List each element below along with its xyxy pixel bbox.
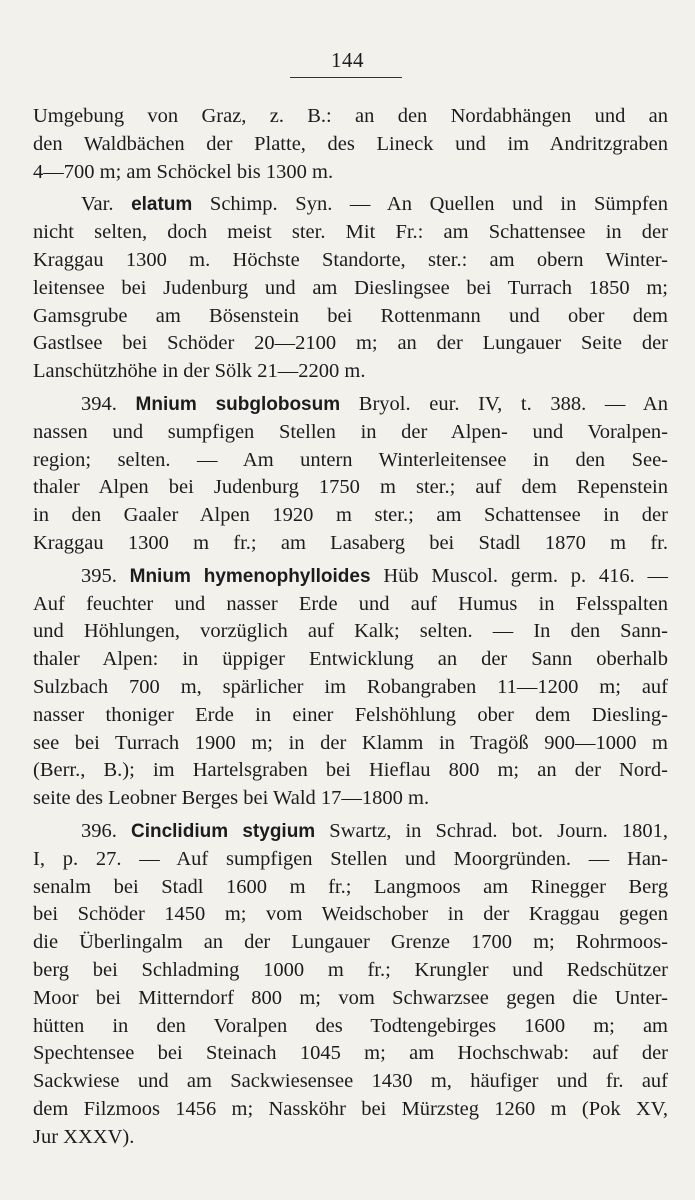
entry-prefix: 395. [81, 564, 130, 587]
line-text: seite des Leobner Berges bei Wald 17—1800 m. [33, 787, 430, 810]
line-text: Spechtensee bei Steinach 1045 m; am Hochschwab: auf der [33, 1042, 668, 1065]
line-text: bei Schöder 1450 m; vom Weidschober in der Kraggau gegen [33, 903, 668, 926]
text-line [33, 303, 668, 331]
text-line [33, 1068, 668, 1096]
text-line [33, 419, 668, 447]
text-line [33, 874, 668, 902]
paragraph [33, 103, 668, 186]
entry-prefix: 396. [81, 819, 131, 842]
line-text: Hüb Muscol. germ. p. 416. — [370, 564, 668, 587]
line-text: den Waldbächen der Platte, des Lineck und im Andritzgraben [33, 132, 668, 155]
text-line [33, 358, 668, 386]
species-name: Mnium subglobosum [135, 393, 341, 415]
line-text: Swartz, in Schrad. bot. Journ. 1801, [315, 819, 668, 842]
line-text: (Berr., B.); im Hartelsgraben bei Hieflau 800 m; an der Nord- [33, 759, 668, 782]
paragraph [33, 818, 668, 1152]
body-text [33, 103, 668, 1151]
page-number: 144 [331, 48, 364, 72]
line-text: Kraggau 1300 m fr.; am Lasaberg bei Stadl 1870 m fr. [33, 531, 668, 554]
header-rule [290, 77, 402, 78]
text-line [33, 159, 668, 187]
entry-prefix: Var. [81, 193, 132, 216]
line-text: nassen und sumpfigen Stellen in der Alpen- und Voralpen- [33, 420, 668, 443]
line-text: thaler Alpen bei Judenburg 1750 m ster.; auf dem Repenstein [33, 476, 668, 499]
text-line [33, 502, 668, 530]
text-line [33, 330, 668, 358]
text-line [33, 191, 668, 219]
line-text: in den Gaaler Alpen 1920 m ster.; am Schattensee in der [33, 504, 668, 527]
line-text: I, p. 27. — Auf sumpfigen Stellen und Moorgründen. — Han- [33, 847, 668, 870]
text-line [33, 131, 668, 159]
text-line [33, 1013, 668, 1041]
line-text: Lanschützhöhe in der Sölk 21—2200 m. [33, 360, 366, 383]
line-text: nasser thoniger Erde in einer Felshöhlung ober dem Diesling- [33, 703, 668, 726]
text-line [33, 985, 668, 1013]
line-text: Schimp. Syn. — An Quellen und in Sümpfen [192, 193, 669, 216]
text-line [33, 275, 668, 303]
line-text: dem Filzmoos 1456 m; Nassköhr bei Mürzsteg 1260 m (Pok XV, [33, 1097, 668, 1120]
text-line [33, 757, 668, 785]
text-line [33, 818, 668, 846]
line-text: leitensee bei Judenburg und am Dieslingsee bei Turrach 1850 m; [33, 276, 668, 299]
text-line [33, 530, 668, 558]
line-text: Bryol. eur. IV, t. 388. — An [340, 392, 668, 415]
text-line [33, 447, 668, 475]
line-text: Auf feuchter und nasser Erde und auf Humus in Felsspalten [33, 592, 668, 615]
text-line [33, 474, 668, 502]
line-text: nicht selten, doch meist ster. Mit Fr.: am Schattensee in der [33, 221, 668, 244]
line-text: Kraggau 1300 m. Höchste Standorte, ster.: am obern Winter- [33, 248, 668, 271]
text-line [33, 103, 668, 131]
line-text: berg bei Schladming 1000 m fr.; Krungler und Redschützer [33, 958, 668, 981]
text-line [33, 846, 668, 874]
text-line [33, 730, 668, 758]
line-text: die Überlingalm an der Lungauer Grenze 1700 m; Rohrmoos- [33, 931, 668, 954]
text-line [33, 563, 668, 591]
text-line [33, 901, 668, 929]
line-text: und Höhlungen, vorzüglich auf Kalk; selten. — In den Sann- [33, 620, 668, 643]
text-line [33, 1040, 668, 1068]
line-text: Sackwiese und am Sackwiesensee 1430 m, häufiger und fr. auf [33, 1070, 668, 1093]
text-line [33, 702, 668, 730]
text-line [33, 646, 668, 674]
line-text: Moor bei Mitterndorf 800 m; vom Schwarzsee gegen die Unter- [33, 986, 668, 1009]
line-text: region; selten. — Am untern Winterleitensee in den See- [33, 448, 668, 471]
text-line [33, 957, 668, 985]
line-text: see bei Turrach 1900 m; in der Klamm in Tragöß 900—1000 m [33, 731, 668, 754]
line-text: Gamsgrube am Bösenstein bei Rottenmann und ober dem [33, 304, 668, 327]
line-text: thaler Alpen: in üppiger Entwicklung an der Sann oberhalb [33, 648, 668, 671]
line-text: 4—700 m; am Schöckel bis 1300 m. [33, 160, 334, 183]
line-text: hütten in den Voralpen des Todtengebirges 1600 m; am [33, 1014, 668, 1037]
text-line [33, 929, 668, 957]
text-line [33, 1124, 668, 1152]
text-line [33, 674, 668, 702]
paragraph [33, 391, 668, 558]
line-text: Jur XXXV). [33, 1125, 135, 1148]
paragraph [33, 191, 668, 386]
text-line [33, 391, 668, 419]
line-text: Sulzbach 700 m, spärlicher im Robangraben 11—1200 m; auf [33, 675, 668, 698]
text-line [33, 618, 668, 646]
text-line [33, 785, 668, 813]
line-text: Umgebung von Graz, z. B.: an den Nordabhängen und an [33, 105, 668, 127]
species-name: Mnium hymenophylloides [129, 565, 371, 587]
text-line [33, 1096, 668, 1124]
text-line [33, 219, 668, 247]
text-line [33, 247, 668, 275]
text-line [33, 591, 668, 619]
paragraph [33, 563, 668, 813]
line-text: Gastlsee bei Schöder 20—2100 m; an der Lungauer Seite der [33, 332, 668, 355]
species-name: elatum [131, 194, 193, 216]
line-text: senalm bei Stadl 1600 m fr.; Langmoos am Rinegger Berg [33, 875, 668, 898]
species-name: Cinclidium stygium [130, 820, 316, 842]
entry-prefix: 394. [81, 392, 136, 415]
